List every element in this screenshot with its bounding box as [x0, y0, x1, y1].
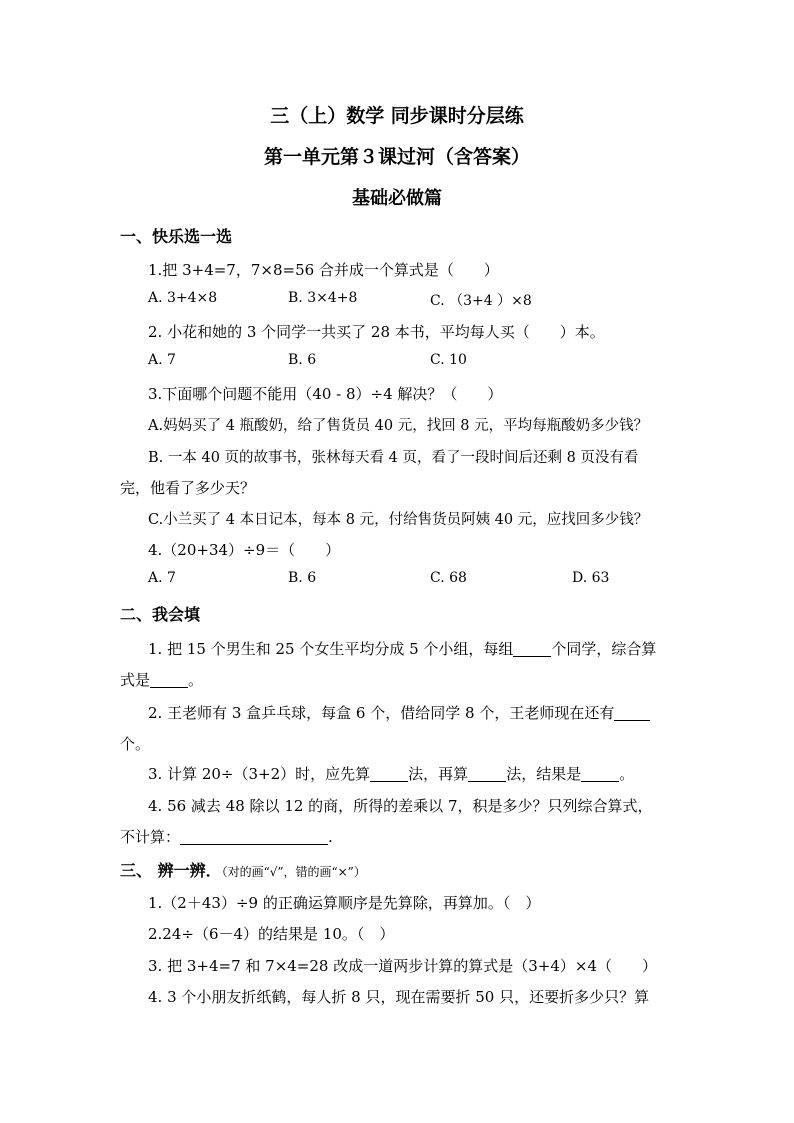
question-1-3: 3.下面哪个问题不能用（40 - 8）÷4 解决？（ ）	[148, 385, 503, 403]
question-2-4-cont	[120, 826, 333, 847]
option-1-3-c: C.小兰买了 4 本日记本，每本 8 元，付给售货员阿姨 40 元，应找回多少钱？	[148, 512, 649, 528]
question-2-3-part3: 法，结果是	[506, 765, 582, 783]
question-2-2	[148, 702, 650, 723]
difficulty-level: 基础必做篇	[352, 188, 442, 209]
question-2-1	[148, 638, 656, 659]
question-1-4: 4.（20+34）÷9＝（ ）	[148, 541, 341, 559]
option-1-2-a: A. 7	[148, 352, 176, 368]
option-1-4-a: A. 7	[148, 570, 176, 586]
option-1-3-a: A.妈妈买了 4 瓶酸奶，给了售货员 40 元，找回 8 元，平均每瓶酸奶多少钱？	[148, 418, 649, 434]
section-judge-title: 三、 辨一辨．	[120, 861, 222, 880]
option-1-1-a: A. 3+4×8	[148, 290, 218, 306]
answer-blank[interactable]	[150, 672, 188, 688]
question-3-3: 3. 把 3+4=7 和 7×4=28 改成一道两步计算的算式是（3+4）×4（ ）	[148, 957, 657, 975]
option-1-2-c: C. 10	[430, 352, 467, 368]
section-judge-heading	[120, 858, 366, 881]
option-1-4-b: B. 6	[288, 570, 317, 586]
option-1-3-b-cont: 完，他看了多少天？	[120, 479, 256, 497]
question-2-4-part3: .	[328, 828, 333, 846]
answer-blank[interactable]	[614, 705, 650, 721]
question-2-4-part2: 不计算：	[120, 828, 181, 846]
question-1-2: 2. 小花和她的 3 个同学一共买了 28 本书，平均每人买（ ）本。	[148, 323, 605, 341]
section-judge-note: （对的画“√”，错的画“×”）	[221, 865, 366, 879]
question-2-4: 4. 56 减去 48 除以 12 的商，所得的差乘以 7，积是多少？只列综合算式，	[148, 797, 653, 815]
question-3-1: 1.（2＋43）÷9 的正确运算顺序是先算除，再算加。（ ）	[148, 894, 541, 912]
question-2-3-part2: 法，再算	[408, 765, 469, 783]
question-2-2-part1: 2. 王老师有 3 盒乒乓球，每盒 6 个，借给同学 8 个，王老师现在还有	[148, 704, 615, 722]
question-2-1-part3: 式是	[120, 671, 151, 689]
section-fill-heading: 二、我会填	[120, 605, 201, 624]
question-2-3-part1: 3. 计算 20÷（3+2）时，应先算	[148, 765, 371, 783]
question-2-1-part2: 个同学，综合算	[551, 640, 657, 658]
question-1-1: 1.把 3+4=7，7×8=56 合并成一个算式是（ ）	[148, 261, 499, 279]
question-3-4: 4. 3 个小朋友折纸鹤，每人折 8 只，现在需要折 50 只，还要折多少只？算	[148, 988, 650, 1006]
worksheet-title: 三（上）数学 同步课时分层练	[270, 105, 524, 127]
answer-blank[interactable]	[370, 766, 408, 782]
question-2-2-cont: 个。	[120, 735, 151, 753]
option-1-3-b: B. 一本 40 页的故事书，张林每天看 4 页，看了一段时间后还剩 8 页没有看	[148, 450, 639, 466]
option-1-1-b: B. 3×4+8	[288, 290, 358, 306]
answer-blank[interactable]	[180, 829, 328, 845]
answer-blank[interactable]	[513, 641, 551, 657]
lesson-subtitle: 第一单元第３课过河（含答案）	[263, 146, 530, 168]
option-1-4-d: D. 63	[572, 570, 610, 586]
section-choice-heading: 一、快乐选一选	[120, 227, 233, 246]
option-1-1-c: C. （3+4 ）×8	[430, 293, 532, 309]
question-2-1-cont	[120, 669, 203, 690]
question-2-1-part4: 。	[188, 671, 204, 689]
answer-blank[interactable]	[581, 766, 619, 782]
question-3-2: 2.24÷（6－4）的结果是 10。（ ）	[148, 925, 395, 943]
answer-blank[interactable]	[468, 766, 506, 782]
question-2-1-part1: 1. 把 15 个男生和 25 个女生平均分成 5 个小组，每组	[148, 640, 514, 658]
question-2-3	[148, 763, 634, 784]
option-1-4-c: C. 68	[430, 570, 467, 586]
option-1-2-b: B. 6	[288, 352, 317, 368]
question-2-3-part4: 。	[619, 765, 635, 783]
